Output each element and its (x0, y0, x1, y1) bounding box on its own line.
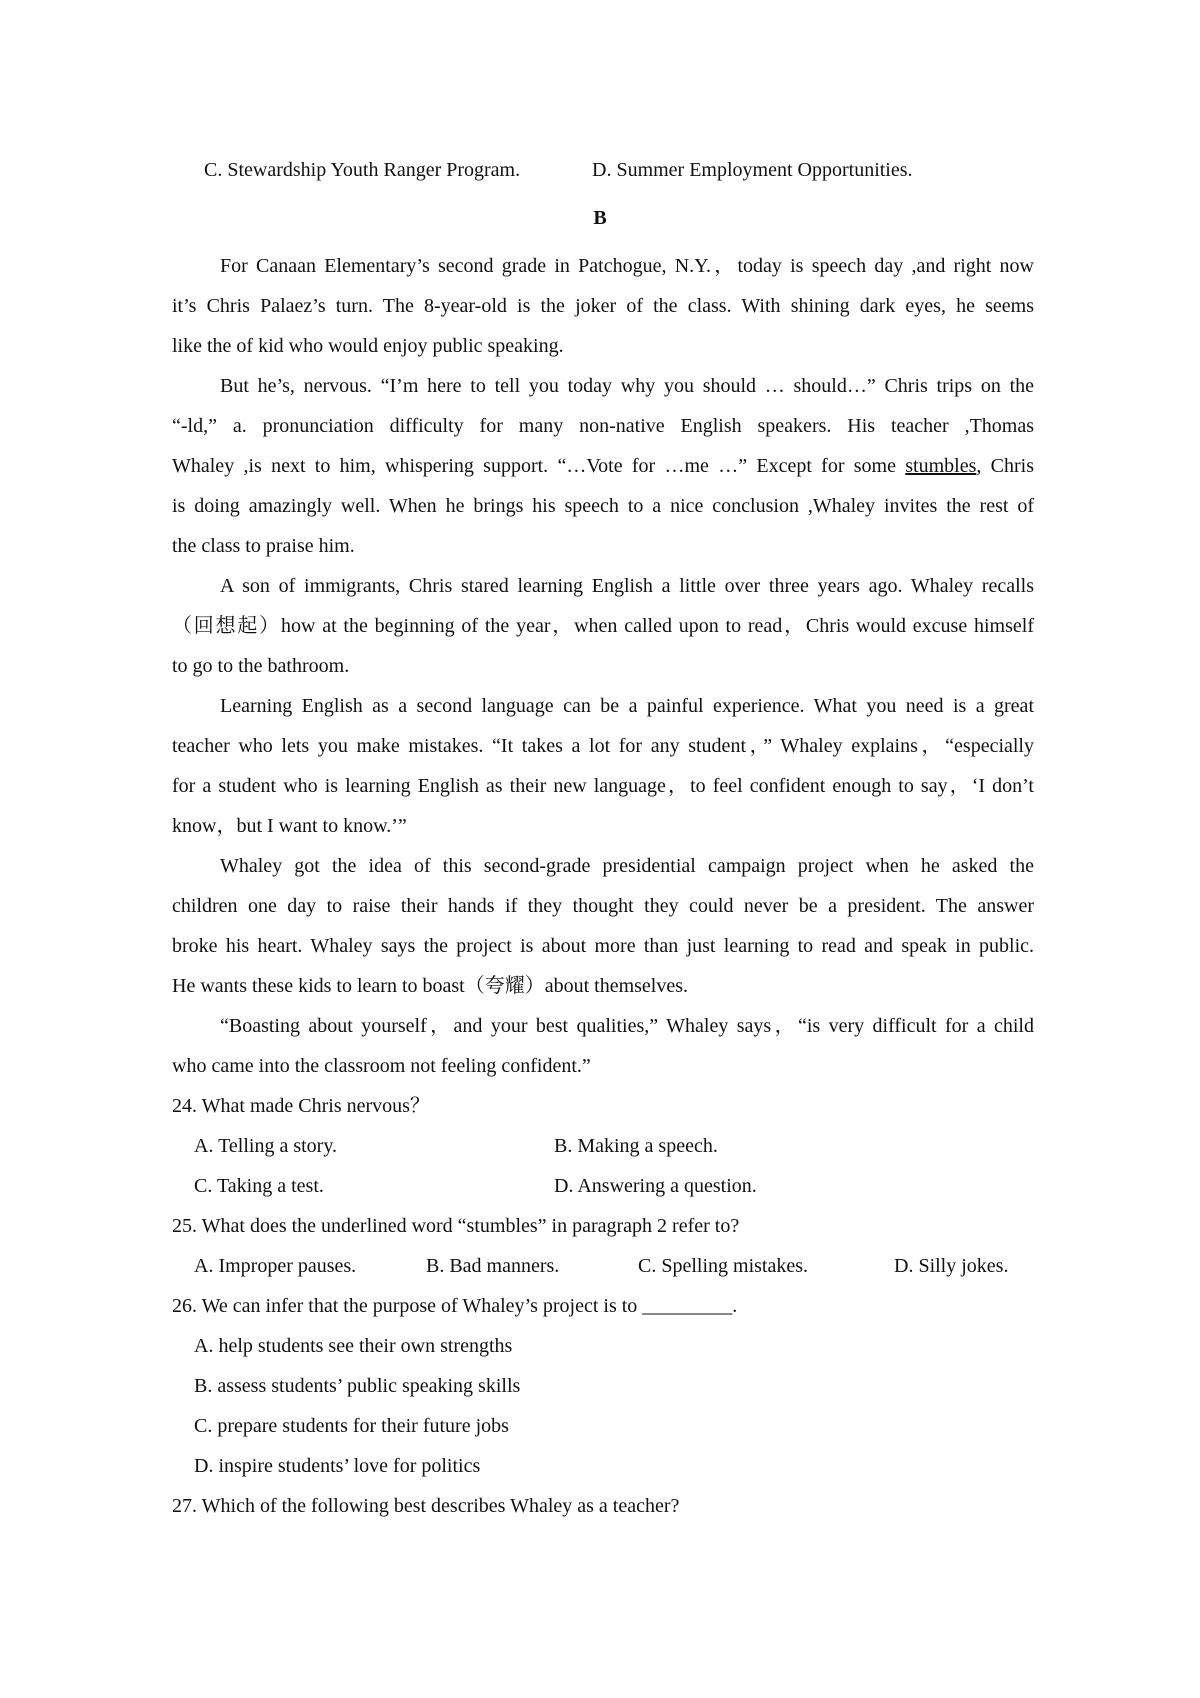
question-25-stem: 25. What does the underlined word “stumbles” in paragraph 2 refer to? (172, 1215, 740, 1237)
prev-option-c: C. Stewardship Youth Ranger Program. (204, 159, 521, 181)
q24-option-c: C. Taking a test. (194, 1175, 324, 1197)
passage-line: like the of kid who would enjoy public speaking. (172, 335, 564, 357)
q26-option-d: D. inspire students’ love for politics (194, 1455, 481, 1477)
q24-option-b: B. Making a speech. (554, 1135, 718, 1157)
passage-line: He wants these kids to learn to boast（夸耀）about themselves. (172, 975, 689, 997)
passage-line: know，but I want to know.’” (172, 815, 407, 837)
passage-line: who came into the classroom not feeling confident.” (172, 1055, 591, 1077)
q25-option-c: C. Spelling mistakes. (638, 1255, 808, 1277)
passage-line: teacher who lets you make mistakes. “It takes a lot for any student，” Whaley explains，“especially (172, 735, 1034, 757)
q26-option-b: B. assess students’ public speaking skills (194, 1375, 521, 1397)
passage-line: “-ld,” a. pronunciation difficulty for many non-native English speakers. His teacher ,Thomas (172, 415, 1034, 437)
passage-text: Whaley ,is next to him, whispering support. “…Vote for …me …” Except for some (172, 455, 906, 477)
underlined-word-stumbles: stumbles (905, 455, 977, 477)
passage-line: For Canaan Elementary’s second grade in Patchogue, N.Y.，today is speech day ,and right now (220, 255, 1034, 277)
passage-line: Learning English as a second language can be a painful experience. What you need is a great (220, 695, 1034, 717)
q24-option-a: A. Telling a story. (194, 1135, 338, 1157)
passage-line: broke his heart. Whaley says the project is about more than just learning to read and speak in public. (172, 935, 1034, 957)
q26-option-a: A. help students see their own strengths (194, 1335, 513, 1357)
passage-line: But he’s, nervous. “I’m here to tell you today why you should … should…” Chris trips on the (220, 375, 1034, 397)
passage-line: “Boasting about yourself，and your best qualities,” Whaley says，“is very difficult for a child (220, 1015, 1034, 1037)
q26-option-c: C. prepare students for their future jobs (194, 1415, 509, 1437)
question-24-stem: 24. What made Chris nervous？ (172, 1095, 430, 1117)
passage-line: is doing amazingly well. When he brings his speech to a nice conclusion ,Whaley invites the rest of (172, 495, 1034, 517)
passage-line: children one day to raise their hands if they thought they could never be a president. The answer (172, 895, 1034, 917)
section-title: B (593, 207, 607, 229)
passage-line: （回想起）how at the beginning of the year，when called upon to read，Chris would excuse himself (172, 615, 1034, 637)
passage-line: Whaley got the idea of this second-grade presidential campaign project when he asked the (220, 855, 1034, 877)
prev-option-d: D. Summer Employment Opportunities. (592, 159, 913, 181)
q25-option-b: B. Bad manners. (426, 1255, 560, 1277)
passage-line: for a student who is learning English as their new language，to feel confident enough to say，‘I don’t (172, 775, 1034, 797)
passage-text: , Chris (976, 455, 1034, 477)
q25-option-d: D. Silly jokes. (894, 1255, 1009, 1277)
passage-line: it’s Chris Palaez’s turn. The 8-year-old is the joker of the class. With shining dark eyes, he seems (172, 295, 1034, 317)
question-27-stem: 27. Which of the following best describes Whaley as a teacher? (172, 1495, 680, 1517)
q24-option-d: D. Answering a question. (554, 1175, 757, 1197)
passage-line: A son of immigrants, Chris stared learning English a little over three years ago. Whaley recalls (220, 575, 1034, 597)
passage-line (172, 446, 1034, 486)
question-26-stem: 26. We can infer that the purpose of Whaley’s project is to _________. (172, 1295, 738, 1317)
passage-line: the class to praise him. (172, 535, 355, 557)
q25-option-a: A. Improper pauses. (194, 1255, 357, 1277)
passage-line: to go to the bathroom. (172, 655, 350, 677)
